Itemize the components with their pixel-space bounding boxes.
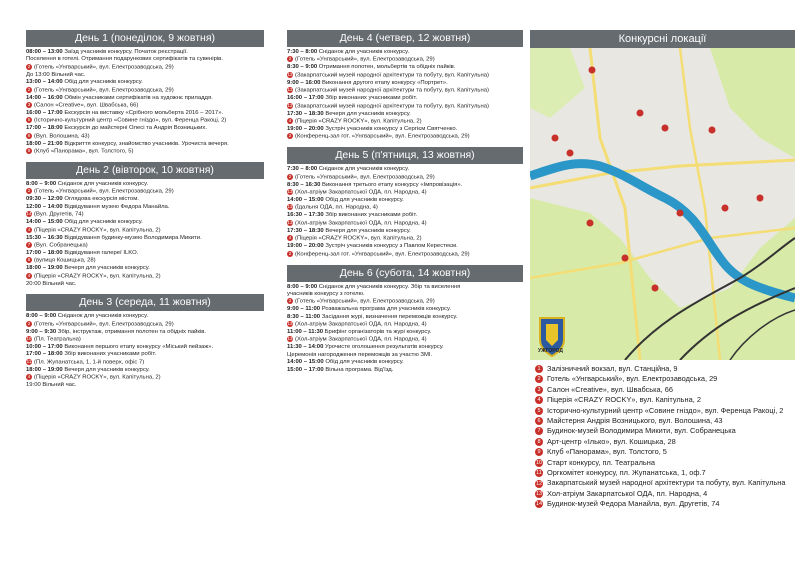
- legend-item: [535, 499, 797, 509]
- schedule-entry: [287, 243, 523, 250]
- legend-item: [535, 364, 797, 374]
- entry-text: Оглядова екскурсія містом.: [64, 196, 139, 203]
- legend-label: Хол-атріум Закарпатської ОДА, пл. Народна, 4: [547, 488, 708, 498]
- location-pin-icon: 2: [288, 56, 292, 62]
- schedule-entry: [26, 367, 264, 374]
- location-pin-icon: 5: [535, 407, 543, 415]
- legend-item: [535, 374, 797, 384]
- schedule-entry: 13 (Хол-атріум Закарпатської ОДА, пл. Народна, 4): [287, 219, 427, 227]
- entry-text: Збір виконаних учасниками робіт.: [64, 351, 157, 358]
- entry-text: Хол-атріум Закарпатської ОДА, пл. Народна, 4): [296, 220, 427, 227]
- schedule-entry: 2 (Готель «Унгварський», вул. Електрозаводська, 29): [27, 86, 174, 94]
- legend-label: Піцерія «CRAZY ROCKY», вул. Капітульна, 2: [547, 395, 701, 405]
- entry-text: Вул. Другетів, 74): [35, 211, 84, 218]
- schedule-entry: [287, 80, 523, 87]
- location-pin-icon: 3: [535, 386, 543, 394]
- schedule-entry: 9 (Клуб «Панорама», вул. Толстого, 5): [27, 148, 134, 155]
- schedule-entry: 5 (Історично-культурний центр «Совине гніздо», вул. Ференца Ракоці, 2): [27, 117, 227, 124]
- map-title: Конкурсні локації: [530, 30, 795, 48]
- location-pin-icon: 12: [287, 71, 293, 77]
- city-map[interactable]: [530, 48, 795, 360]
- schedule-entry: 2 (Готель «Унгварський», вул. Електрозаводська, 29): [27, 188, 174, 196]
- entry-time: 8:30 – 11:00: [287, 313, 321, 320]
- entry-text: До 13:00 Вільний час.: [26, 71, 86, 78]
- entry-time: 8:30 – 9:00: [287, 64, 318, 71]
- schedule-entry: 2 (Конференц-зал гот. «Унгварський», вул. Електрозаводська, 29): [288, 250, 470, 258]
- entry-text: Хол-атріум Закарпатської ОДА, пл. Народна, 4): [296, 189, 427, 196]
- entry-text: Піцерія «CRAZY ROCKY», вул. Капітульна, 2): [35, 374, 161, 381]
- schedule-entry: [287, 64, 523, 71]
- location-pin-icon: 12: [287, 102, 293, 108]
- schedule-entry: 4 (Піцерія «CRAZY ROCKY», вул. Капітульна, 2): [27, 374, 161, 381]
- entry-time: 18:00 – 21:00: [26, 140, 63, 147]
- location-pin-icon: 4: [288, 117, 292, 123]
- schedule-entry: [26, 196, 264, 203]
- schedule-entry: [287, 95, 523, 102]
- entry-text: Збір, інструктаж, отримання полотен та обідніх пайків.: [57, 328, 207, 335]
- entry-text: Конференц-зал гот. «Унгварський», вул. Електрозаводська, 29): [296, 251, 470, 258]
- location-pin-icon: 2: [535, 375, 543, 383]
- schedule-entry: [26, 79, 264, 86]
- entry-text: Сніданок для учасників конкурсу.: [57, 313, 149, 320]
- day-header: День 1 (понеділок, 9 жовтня): [26, 30, 264, 47]
- schedule-entry: 2 (Готель «Унгварський», вул. Електрозаводська, 29): [27, 63, 174, 71]
- entry-text: Сніданок для учасників конкурсу.: [318, 166, 410, 173]
- entry-text: Обід для учасників конкурсу.: [325, 359, 404, 366]
- map-pin: [622, 255, 629, 262]
- legend-label: Оргкомітет конкурсу, пл. Жупанатська, 1, оф.7: [547, 468, 706, 478]
- entry-text: Відвідування будинку-музею Володимира Микити.: [64, 234, 202, 241]
- schedule-entry: [287, 182, 523, 189]
- location-pin-icon: 2: [27, 63, 31, 69]
- entry-text: вулиця Кошицька, 28): [35, 257, 96, 264]
- entry-text: Конференц-зал гот. «Унгварський», вул. Електрозаводська, 29): [296, 133, 470, 140]
- schedule-entry: 8 (вулиця Кошицька, 28): [27, 257, 96, 264]
- entry-time: 16:00 – 17:00: [287, 95, 324, 102]
- legend-item: [535, 458, 797, 468]
- schedule-entry: 13 (Їдальня ОДА, пл. Народна, 4): [287, 204, 378, 211]
- location-pin-icon: 4: [27, 272, 31, 278]
- entry-text: Сніданок для учасників конкурсу. Збір та виселення: [318, 283, 461, 290]
- location-pin-icon: 8: [27, 257, 31, 263]
- schedule-entry: [26, 281, 264, 288]
- entry-text: Вечеря для учасників конкурсу.: [325, 227, 411, 234]
- day-block: [287, 265, 523, 375]
- schedule-entry: 4 (Піцерія «CRAZY ROCKY», вул. Капітульна, 2): [288, 235, 422, 242]
- legend-item: [535, 468, 797, 478]
- schedule-entry: [287, 212, 523, 219]
- entry-time: 11:00 – 11:30: [287, 329, 324, 336]
- location-pin-icon: 4: [27, 374, 31, 380]
- entry-text: Піцерія «CRAZY ROCKY», вул. Капітульна, 2): [35, 227, 161, 234]
- legend-item: [535, 447, 797, 457]
- schedule-entry: [26, 95, 264, 102]
- entry-text: учасників конкурсу з готелю.: [287, 290, 365, 297]
- schedule-entry: 7 (Вул. Собранецька): [27, 242, 88, 249]
- location-pin-icon: 11: [26, 358, 32, 364]
- entry-time: 10:00 – 17:00: [26, 343, 63, 350]
- schedule-entry: 2 (Готель «Унгварський», вул. Електрозаводська, 29): [288, 298, 435, 305]
- entry-text: Вечеря для учасників конкурсу.: [64, 265, 150, 272]
- legend-label: Клуб «Панорама», вул. Толстого, 5: [547, 447, 667, 457]
- location-pin-icon: 13: [287, 189, 293, 195]
- schedule-entry: 10 (Пл. Театральна): [26, 335, 81, 343]
- location-pin-icon: 12: [535, 480, 543, 487]
- entry-text: Виконання другого етапу конкурсу «Портрет».: [322, 79, 448, 86]
- map-graphic: [530, 48, 795, 360]
- location-pin-icon: 1: [535, 365, 543, 373]
- entry-text: Збір виконаних учасниками робіт.: [325, 212, 418, 219]
- schedule-entry: [26, 265, 264, 272]
- legend-item: [535, 416, 797, 426]
- entry-text: Обмін учасниками сертифікатів на художнє приладдя.: [64, 94, 213, 101]
- location-pin-icon: 10: [26, 335, 32, 341]
- location-pin-icon: 10: [535, 459, 543, 466]
- map-pin: [722, 205, 729, 212]
- day-header: День 2 (вівторок, 10 жовтня): [26, 162, 264, 179]
- map-pin: [589, 67, 596, 74]
- entry-text: Заїзд учасників конкурсу. Початок реєстрації.: [64, 49, 188, 55]
- entry-text: Закарпатський музей народної архітектури та побуту, вул. Капітульна): [296, 87, 489, 94]
- entry-text: Готель «Унгварський», вул. Електрозаводська, 29): [296, 56, 435, 63]
- legend-item: [535, 385, 797, 395]
- entry-text: Обід для учасників конкурсу.: [64, 219, 143, 226]
- location-pin-icon: 3: [27, 101, 31, 107]
- schedule-entry: [287, 344, 523, 351]
- entry-text: Сніданок для учасників конкурсу.: [318, 49, 410, 55]
- location-pin-icon: 8: [535, 438, 543, 446]
- entry-text: Урочисте оголошення результатів конкурсу.: [325, 344, 444, 351]
- location-pin-icon: 11: [536, 470, 542, 477]
- entry-text: Пл. Жупанатська, 1, 1-й поверх, офіс 7): [35, 359, 145, 366]
- map-pin: [552, 135, 559, 142]
- entry-text: 20:00 Вільний час.: [26, 280, 77, 287]
- entry-time: 17:00 – 18:00: [26, 249, 63, 256]
- entry-text: Вечеря для учасників конкурсу.: [64, 366, 150, 373]
- location-pin-icon: 2: [27, 320, 31, 326]
- schedule-entry: 4 (Піцерія «CRAZY ROCKY», вул. Капітульна, 2): [27, 272, 161, 280]
- legend-item: [535, 489, 797, 499]
- entry-text: Готель «Унгварський», вул. Електрозаводська, 29): [35, 189, 174, 196]
- location-pin-icon: 9: [27, 148, 31, 154]
- entry-time: 13:00 – 14:00: [26, 79, 63, 86]
- entry-text: Обід для учасників конкурсу.: [64, 79, 143, 86]
- location-pin-icon: 2: [288, 298, 292, 304]
- legend-label: Історично-культурний центр «Совине гніздо», вул. Ференца Ракоці, 2: [547, 405, 784, 415]
- entry-text: Поселення в готелі. Отримання подарункових сертифікатів та сувенірів.: [26, 56, 223, 63]
- schedule-entry: 12 (Закарпатський музей народної архітектури та побуту, вул. Капітульна): [287, 87, 489, 94]
- entry-text: Піцерія «CRAZY ROCKY», вул. Капітульна, 2): [296, 118, 422, 125]
- entry-time: 09:30 – 12:00: [26, 196, 63, 203]
- location-pin-icon: 2: [27, 86, 31, 92]
- entry-time: 7:30 – 8:00: [287, 49, 318, 55]
- entry-time: 17:30 – 18:30: [287, 110, 324, 117]
- entry-time: 15:00 – 17:00: [287, 366, 324, 373]
- entry-text: Готель «Унгварський», вул. Електрозаводська, 29): [35, 64, 174, 71]
- legend-label: Майстерня Андрія Возницького, вул. Волошина, 43: [547, 416, 723, 426]
- schedule-entry: [287, 49, 523, 56]
- entry-text: Відкриття конкурсу, знайомство учасників. Урочиста вечеря.: [64, 140, 229, 147]
- map-pin: [757, 195, 764, 202]
- schedule-entry: 12 (Закарпатський музей народної архітектури та побуту, вул. Капітульна): [287, 71, 489, 79]
- legend-label: Старт конкурсу, пл. Театральна: [547, 457, 655, 467]
- schedule-entry: 2 (Готель «Унгварський», вул. Електрозаводська, 29): [288, 173, 435, 181]
- entry-text: Екскурсія до майстерні Олесі та Андрія Возницьких.: [64, 125, 207, 132]
- legend-label: Будинок-музей Федора Манайла, вул. Другетів, 74: [547, 499, 720, 509]
- entry-text: Закарпатський музей народної архітектури та побуту, вул. Капітульна): [296, 72, 489, 79]
- schedule-entry: 13 (Хол-атріум Закарпатської ОДА, пл. Народна, 4): [287, 336, 427, 344]
- entry-time: 11:30 – 14:00: [287, 344, 324, 351]
- entry-time: 9:00 – 9:30: [26, 328, 57, 335]
- entry-text: Брифінг організаторів та журі конкурсу.: [324, 329, 432, 336]
- location-pin-icon: 4: [27, 226, 31, 232]
- entry-time: 19:00 – 20:00: [287, 243, 324, 250]
- schedule-entry: 12 (Закарпатський музей народної архітектури та побуту, вул. Капітульна): [287, 102, 489, 110]
- location-pin-icon: 6: [535, 417, 543, 425]
- entry-text: Вечеря для учасників конкурсу.: [325, 110, 411, 117]
- schedule-entry: [26, 382, 264, 389]
- schedule-entry: [287, 329, 523, 336]
- schedule-entry: 2 (Готель «Унгварський», вул. Електрозаводська, 29): [27, 320, 174, 328]
- schedule-entry: [287, 126, 523, 133]
- entry-time: 16:30 – 17:30: [287, 212, 324, 219]
- schedule-entry: 4 (Піцерія «CRAZY ROCKY», вул. Капітульна, 2): [288, 117, 422, 125]
- map-panel: [530, 30, 795, 360]
- entry-text: 19:00 Вільний час.: [26, 382, 77, 389]
- location-pin-icon: 2: [27, 188, 31, 194]
- location-pin-icon: 2: [288, 173, 292, 179]
- location-pin-icon: 13: [287, 321, 293, 327]
- map-pin: [637, 110, 644, 117]
- entry-text: Відвідування галереї ILKO.: [64, 249, 139, 256]
- location-pin-icon: 7: [27, 242, 31, 247]
- schedule-entry: [287, 197, 523, 204]
- entry-text: Готель «Унгварський», вул. Електрозаводська, 29): [296, 298, 435, 305]
- schedule-entry: [26, 219, 264, 226]
- schedule-entry: [287, 291, 523, 298]
- entry-text: Зустріч учасників конкурсу з Сергієм Святченко.: [325, 125, 458, 132]
- schedule-entry: [287, 166, 523, 173]
- schedule-entry: [26, 235, 264, 242]
- schedule-entry: [287, 314, 523, 321]
- entry-text: Готель «Унгварський», вул. Електрозаводська, 29): [296, 174, 435, 181]
- location-pin-icon: 12: [287, 87, 293, 93]
- entry-time: 14:00 – 15:00: [26, 219, 63, 226]
- entry-text: Їдальня ОДА, пл. Народна, 4): [296, 204, 378, 211]
- location-legend: [535, 364, 797, 510]
- entry-text: Клуб «Панорама», вул. Толстого, 5): [35, 148, 134, 155]
- entry-text: Піцерія «CRAZY ROCKY», вул. Капітульна, 2): [35, 273, 161, 280]
- legend-label: Салон «Creative», вул. Швабська, 66: [547, 384, 673, 394]
- schedule-entry: [287, 284, 523, 291]
- schedule-entry: [26, 250, 264, 257]
- location-pin-icon: 5: [27, 117, 31, 123]
- schedule-entry: [26, 72, 264, 79]
- schedule-entry: [26, 344, 264, 351]
- location-pin-icon: 2: [288, 250, 292, 256]
- location-pin-icon: 14: [535, 501, 543, 508]
- entry-time: 8:00 – 9:00: [26, 313, 57, 320]
- entry-text: Розважальна програма для учасників конкурсу.: [321, 306, 451, 313]
- legend-label: Арт-центр «Ілько», вул. Кошицька, 28: [547, 436, 676, 446]
- legend-label: Залізничний вокзал, вул. Станційна, 9: [547, 364, 678, 373]
- legend-item: [535, 426, 797, 436]
- schedule-entry: [26, 141, 264, 148]
- entry-time: 9:00 – 16:00: [287, 79, 321, 86]
- schedule-entry: [26, 351, 264, 358]
- legend-label: Будинок-музей Володимира Микити, вул. Собранецька: [547, 426, 736, 436]
- entry-time: 18:00 – 19:00: [26, 366, 63, 373]
- schedule-entry: [287, 359, 523, 366]
- entry-time: 16:00 – 17:00: [26, 109, 63, 116]
- schedule-entry: [26, 181, 264, 188]
- city-label: УЖГОРОД: [538, 348, 563, 354]
- location-pin-icon: 4: [288, 235, 292, 241]
- entry-time: 08:00 – 13:00: [26, 49, 63, 55]
- schedule-entry: 2 (Готель «Унгварський», вул. Електрозаводська, 29): [288, 56, 435, 63]
- location-pin-icon: 14: [26, 211, 32, 217]
- schedule-entry: 3 (Салон «Creative», вул. Швабська, 66): [27, 101, 139, 109]
- day-header: День 3 (середа, 11 жовтня): [26, 294, 264, 311]
- entry-text: Збір виконаних учасниками робіт.: [325, 95, 418, 102]
- schedule-entry: [26, 110, 264, 117]
- map-pin: [652, 285, 659, 292]
- schedule-entry: [287, 367, 523, 374]
- entry-time: 17:00 – 18:00: [26, 351, 63, 358]
- entry-time: 19:00 – 20:00: [287, 125, 324, 132]
- entry-text: Сніданок для учасників конкурсу.: [57, 181, 149, 188]
- entry-time: 7:30 – 8:00: [287, 166, 318, 173]
- entry-text: Закарпатський музей народної архітектури та побуту, вул. Капітульна): [296, 103, 489, 110]
- entry-time: 14:00 – 16:00: [26, 94, 63, 101]
- day-header: День 6 (субота, 14 жовтня): [287, 265, 523, 282]
- entry-time: 15:30 – 16:30: [26, 234, 63, 241]
- day-block: [26, 30, 264, 156]
- entry-time: 9:00 – 11:00: [287, 306, 321, 313]
- location-pin-icon: 2: [288, 133, 292, 139]
- entry-time: 12:00 – 14:00: [26, 203, 63, 210]
- entry-time: 8:30 – 16:30: [287, 181, 321, 188]
- map-pin: [677, 210, 684, 217]
- schedule-entry: [287, 228, 523, 235]
- entry-time: 17:00 – 18:00: [26, 125, 63, 132]
- legend-label: Готель «Унгварський», вул. Електрозаводська, 29: [547, 374, 718, 384]
- map-pin: [709, 127, 716, 134]
- entry-text: Пл. Театральна): [35, 336, 81, 343]
- location-pin-icon: 6: [27, 132, 31, 138]
- schedule-entry: 13 (Хол-атріум Закарпатської ОДА, пл. Народна, 4): [287, 321, 427, 328]
- legend-item: [535, 395, 797, 405]
- schedule-entry: [26, 204, 264, 211]
- schedule-entry: 13 (Хол-атріум Закарпатської ОДА, пл. Народна, 4): [287, 189, 427, 196]
- schedule-entry: [287, 111, 523, 118]
- entry-text: Обід для учасників конкурсу.: [325, 197, 404, 203]
- entry-text: Засідання журі, визначення переможців конкурсу.: [321, 313, 458, 320]
- schedule-entry: [26, 49, 264, 56]
- schedule-entry: [287, 306, 523, 313]
- entry-text: Хол-атріум Закарпатської ОДА, пл. Народна, 4): [296, 337, 427, 344]
- location-pin-icon: 13: [535, 490, 543, 497]
- schedule-entry: [287, 352, 523, 359]
- map-pin: [567, 150, 574, 157]
- schedule-entry: 11 (Пл. Жупанатська, 1, 1-й поверх, офіс 7): [26, 358, 145, 366]
- entry-text: Піцерія «CRAZY ROCKY», вул. Капітульна, 2): [296, 235, 422, 242]
- schedule-entry: [26, 329, 264, 336]
- location-pin-icon: 9: [535, 448, 543, 456]
- entry-text: Вільна програма. Від'їзд.: [325, 366, 394, 373]
- location-pin-icon: 4: [535, 396, 543, 404]
- location-pin-icon: 13: [287, 336, 293, 342]
- entry-text: Отримання полотен, мольбертів та обідніх пайків.: [318, 64, 456, 71]
- day-block: [26, 162, 264, 288]
- entry-time: 17:30 – 18:30: [287, 227, 324, 234]
- legend-label: Закарпатський музей народної архітектури та побуту, вул. Капітульна: [547, 478, 786, 488]
- day-block: [287, 30, 523, 141]
- entry-text: Хол-атріум Закарпатської ОДА, пл. Народна, 4): [296, 321, 427, 328]
- legend-item: [535, 478, 797, 488]
- entry-text: Салон «Creative», вул. Швабська, 66): [35, 102, 139, 109]
- schedule-column-middle: [287, 30, 523, 380]
- entry-text: Церемонія нагородження переможців за участю ЗМІ.: [287, 351, 433, 358]
- entry-time: 8:00 – 9:00: [26, 181, 57, 188]
- schedule-entry: [26, 125, 264, 132]
- map-pin: [662, 125, 669, 132]
- location-pin-icon: 13: [287, 204, 293, 210]
- schedule-entry: 6 (Вул. Волошина, 43): [27, 132, 90, 140]
- entry-text: Вул. Волошина, 43): [35, 133, 90, 140]
- location-pin-icon: 7: [535, 427, 543, 435]
- entry-time: 14:00 – 15:00: [287, 197, 324, 203]
- entry-text: Готель «Унгварський», вул. Електрозаводська, 29): [35, 87, 174, 94]
- entry-time: 8:00 – 9:00: [287, 283, 318, 290]
- day-header: День 4 (четвер, 12 жовтня): [287, 30, 523, 47]
- schedule-entry: [26, 56, 264, 63]
- entry-text: Виконання третього етапу конкурсу «Імпровізація».: [322, 181, 463, 188]
- schedule-entry: 14 (Вул. Другетів, 74): [26, 211, 84, 218]
- entry-text: Зустріч учасників конкурсу з Павлом Керестеєм.: [325, 243, 458, 250]
- schedule-column-left: [26, 30, 264, 395]
- entry-text: Історично-культурний центр «Совине гніздо», вул. Ференца Ракоці, 2): [35, 117, 227, 124]
- day-block: [287, 147, 523, 258]
- day-block: [26, 294, 264, 389]
- schedule-entry: [26, 313, 264, 320]
- entry-text: Вул. Собранецька): [35, 242, 88, 249]
- location-pin-icon: 13: [287, 219, 293, 225]
- entry-text: Екскурсія на виставку «Срібного мольберта 2016 – 2017».: [64, 109, 224, 116]
- schedule-entry: 4 (Піцерія «CRAZY ROCKY», вул. Капітульна, 2): [27, 226, 161, 234]
- map-pin: [587, 220, 594, 227]
- legend-item: [535, 406, 797, 416]
- day-header: День 5 (п'ятниця, 13 жовтня): [287, 147, 523, 164]
- schedule-entry: 2 (Конференц-зал гот. «Унгварський», вул. Електрозаводська, 29): [288, 133, 470, 140]
- entry-time: 14:00 – 15:00: [287, 359, 324, 366]
- entry-text: Готель «Унгварський», вул. Електрозаводська, 29): [35, 321, 174, 328]
- legend-item: [535, 437, 797, 447]
- entry-text: Виконання першого етапу конкурсу «Міський пейзаж».: [64, 343, 214, 350]
- entry-time: 18:00 – 19:00: [26, 265, 63, 272]
- entry-text: Відвідування музею Федора Манайла.: [64, 203, 170, 210]
